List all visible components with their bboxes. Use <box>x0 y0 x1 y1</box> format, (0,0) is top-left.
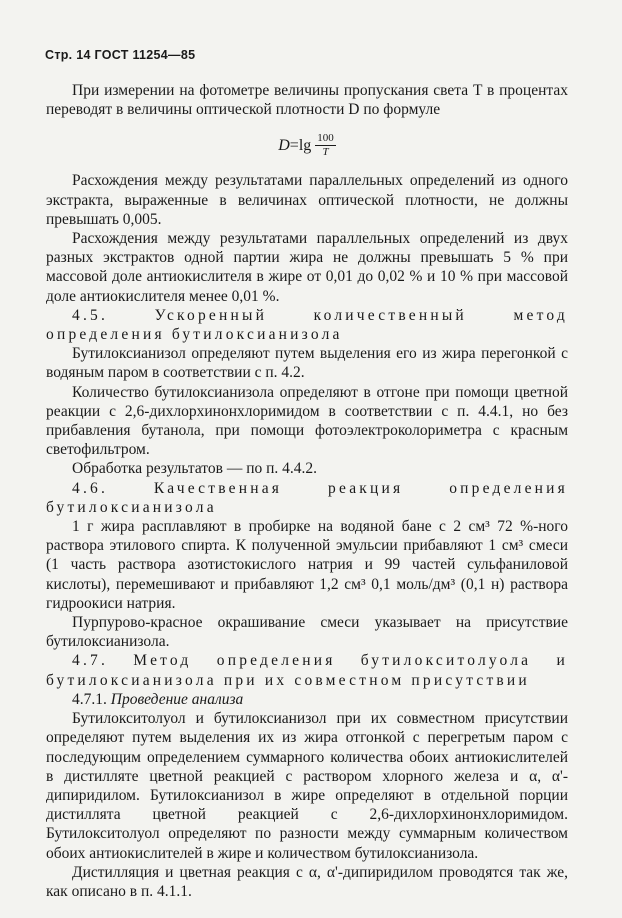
paragraph-purple-coloring: Пурпурово-красное окрашивание смеси указывает на присутствие бутилоксианизола. <box>46 614 568 651</box>
section-heading-4-5: 4.5. Ускоренный количественный метод определения бутилоксианизола <box>46 306 568 344</box>
formula-fraction <box>315 132 336 159</box>
paragraph-divergence-two: Расхождения между результатами параллельных определений из двух разных экстрактов одной партии жира не должны превышать 5 % при массовой доле антиокислителя в жире от 0,01 до 0,02 % и 10 % при массовой доле антиокислителя менее 0,01 %. <box>46 230 568 305</box>
formula-numerator: 100 <box>317 131 334 144</box>
paragraph-distillation: Дистилляция и цветная реакция с α, α'-дипиридилом проводятся так же, как описано в п. 4.1.1. <box>46 863 568 900</box>
paragraph-bha-quantity: Количество бутилоксианизола определяют в отгоне при помощи цветной реакции с 2,6-дихлорхинонхлоримидом в соответствии с п. 4.4.1, но без прибавления бутанола, при помощи фотоэлектроколориметра с красным светофильтром. <box>46 383 568 459</box>
paragraph-joint-determination: Бутилокситолуол и бутилоксианизол при их совместном присутствии определяют путем выделения их из жира отгонкой с перегретым паром с последующим определением суммарного количества обоих антиокислителей в дистилляте цветной реакцией с раствором хлорного железа и α, α'-дипиридилом. Бутилоксианизол в жире определяют в отдельной порции дистиллята цветной реакцией с 2,6-дихлорхинонхлоримидом. Бутилокситолуол определяют по разности между суммарным количеством обоих антиокислителей в жире и количеством бутилоксианизола. <box>46 710 568 862</box>
subsection-title: Проведение анализа <box>110 690 244 708</box>
section-heading-4-6: 4.6. Качественная реакция определения бутилоксианизола <box>46 479 568 516</box>
page-header: Стр. 14 ГОСТ 11254—85 <box>45 48 196 62</box>
document-body <box>46 81 568 901</box>
paragraph-results-processing: Обработка результатов — по п. 4.4.2. <box>72 460 318 478</box>
formula-eq: =lg <box>289 136 312 154</box>
paragraph-photometer: При измерении на фотометре величины пропускания света T в процентах переводят в величины оптической плотности D по формуле <box>46 82 568 119</box>
paragraph-divergence-one: Расхождения между результатами параллельных определений из одного экстракта, выраженные в величинах оптической плотности, не должны превышать 0,005. <box>46 172 568 228</box>
subsection-number: 4.7.1. <box>72 690 107 708</box>
formula-lhs: D <box>278 136 290 154</box>
optical-density-formula <box>46 119 568 171</box>
formula-denominator: T <box>322 145 329 158</box>
subsection-heading-4-7-1 <box>46 690 568 709</box>
section-heading-4-7: 4.7. Метод определения бутилокситолуола и бутилоксианизола при их совместном присутствии <box>46 652 568 689</box>
paragraph-bha-extraction: Бутилоксианизол определяют путем выделения его из жира перегонкой с водяным паром в соответствии с п. 4.2. <box>46 345 568 382</box>
paragraph-qualitative-procedure: 1 г жира расплавляют в пробирке на водяной бане с 2 см³ 72 %-ного раствора этилового спирта. К полученной эмульсии прибавляют 1 см³ смеси (1 часть раствора азотистокислого натрия и 99 частей сульфаниловой кислоты), перемешивают и прибавляют 1,2 см³ 0,1 моль/дм³ (0,1 н) раствора гидроокиси натрия. <box>46 518 568 612</box>
